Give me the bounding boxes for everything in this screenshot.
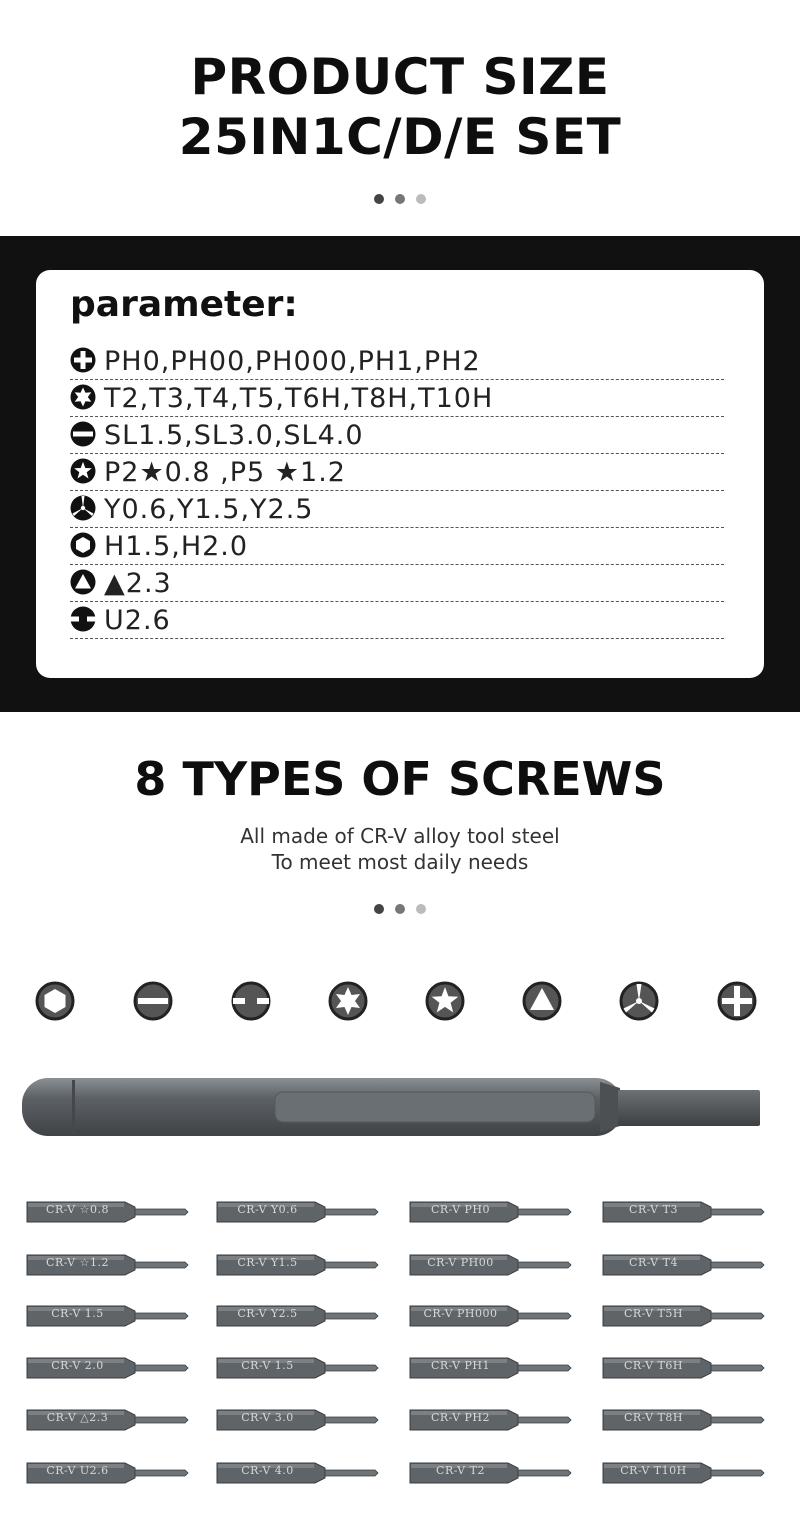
screwdriver-bit[interactable] [215,1353,381,1383]
carousel-dot[interactable] [416,904,426,914]
bit-label: CR-V ☆0.8 [46,1203,109,1216]
bit-label: CR-V T4 [629,1256,678,1269]
triangle-icon [522,981,562,1021]
bit-label: CR-V 3.0 [241,1411,294,1424]
bit-label: CR-V 4.0 [241,1464,294,1477]
slotted-icon [133,981,173,1021]
bit-label: CR-V PH0 [430,1203,491,1216]
carousel-dot-active[interactable] [374,904,384,914]
screwdriver-bit[interactable] [215,1250,381,1280]
param-text: SL1.5,SL3.0,SL4.0 [104,420,364,451]
param-row-triangle [70,564,724,602]
screwdriver-bit[interactable] [25,1458,191,1488]
screwdriver-bit[interactable] [408,1250,574,1280]
triangle-icon [70,569,96,595]
phillips-icon [70,347,96,373]
u-type-icon [70,606,96,632]
parameter-heading: parameter: [70,284,298,325]
param-row-u-type [70,601,724,639]
bit-label: CR-V 1.5 [51,1307,104,1320]
param-row-torx [70,379,724,417]
screwdriver-bit[interactable] [25,1301,191,1331]
u-type-icon [231,981,271,1021]
bit-label: CR-V ☆1.2 [46,1256,109,1269]
carousel-dot[interactable] [395,194,405,204]
tri-wing-icon [619,981,659,1021]
screwdriver-bit[interactable] [408,1301,574,1331]
bit-label: CR-V U2.6 [46,1464,109,1477]
screwdriver-handle [20,1070,765,1144]
param-text: Y0.6,Y1.5,Y2.5 [104,494,314,525]
bit-label: CR-V Y2.5 [237,1307,298,1320]
screws-subtitle-line2: To meet most daily needs [271,850,529,874]
screwdriver-bit[interactable] [215,1458,381,1488]
param-text: T2,T3,T4,T5,T6H,T8H,T10H [104,383,494,414]
hex-icon [35,981,75,1021]
param-row-slotted [70,416,724,454]
screwdriver-bit[interactable] [408,1458,574,1488]
carousel-dot[interactable] [416,194,426,204]
screwdriver-bit[interactable] [25,1405,191,1435]
screwdriver-bit[interactable] [215,1301,381,1331]
screwdriver-bit[interactable] [25,1250,191,1280]
screwdriver-bit[interactable] [25,1197,191,1227]
param-text: ▲2.3 [104,568,172,599]
pentalobe-icon [425,981,465,1021]
bit-label: CR-V T8H [624,1411,683,1424]
bit-label: CR-V △2.3 [46,1411,109,1424]
screwdriver-bit[interactable] [601,1458,767,1488]
bit-label: CR-V Y0.6 [237,1203,298,1216]
bit-label: CR-V 1.5 [241,1359,294,1372]
bit-label: CR-V T3 [629,1203,678,1216]
bit-label: CR-V PH000 [423,1307,498,1320]
tri-wing-icon [70,495,96,521]
param-row-hex [70,527,724,565]
carousel-dot-active[interactable] [374,194,384,204]
screwdriver-bit[interactable] [601,1405,767,1435]
screwdriver-bit[interactable] [601,1250,767,1280]
param-row-tri-wing [70,490,724,528]
slotted-icon [70,421,96,447]
bit-label: CR-V T2 [436,1464,485,1477]
carousel-dots-top [0,194,800,204]
bit-label: CR-V Y1.5 [237,1256,298,1269]
screwdriver-bit[interactable] [408,1405,574,1435]
screwdriver-bit[interactable] [215,1197,381,1227]
screws-subtitle-line1: All made of CR-V alloy tool steel [240,824,560,848]
screwdriver-bit[interactable] [601,1353,767,1383]
bit-label: CR-V 2.0 [51,1359,104,1372]
carousel-dots-bottom [0,904,800,914]
screws-title: 8 TYPES OF SCREWS [134,752,666,806]
bit-label: CR-V T5H [624,1307,683,1320]
page-title-line2: 25IN1C/D/E SET [178,108,622,166]
bit-label: CR-V T6H [624,1359,683,1372]
screwdriver-bit[interactable] [215,1405,381,1435]
torx-icon [328,981,368,1021]
pentalobe-icon [70,458,96,484]
param-row-phillips [70,342,724,380]
phillips-icon [717,981,757,1021]
param-text: PH0,PH00,PH000,PH1,PH2 [104,346,481,377]
param-row-pentalobe [70,453,724,491]
screwdriver-bit[interactable] [408,1353,574,1383]
screwdriver-bit[interactable] [408,1197,574,1227]
parameter-card [36,270,764,678]
bit-label: CR-V PH00 [427,1256,494,1269]
hex-icon [70,532,96,558]
param-text: H1.5,H2.0 [104,531,249,562]
param-text: U2.6 [104,605,171,636]
param-text: P2★0.8 ,P5 ★1.2 [104,457,346,488]
screwdriver-bit[interactable] [601,1301,767,1331]
bit-label: CR-V PH2 [430,1411,491,1424]
page-title-line1: PRODUCT SIZE [190,48,610,106]
screwdriver-bit[interactable] [25,1353,191,1383]
torx-icon [70,384,96,410]
bit-label: CR-V T10H [620,1464,687,1477]
carousel-dot[interactable] [395,904,405,914]
screwdriver-bit[interactable] [601,1197,767,1227]
bit-label: CR-V PH1 [430,1359,491,1372]
